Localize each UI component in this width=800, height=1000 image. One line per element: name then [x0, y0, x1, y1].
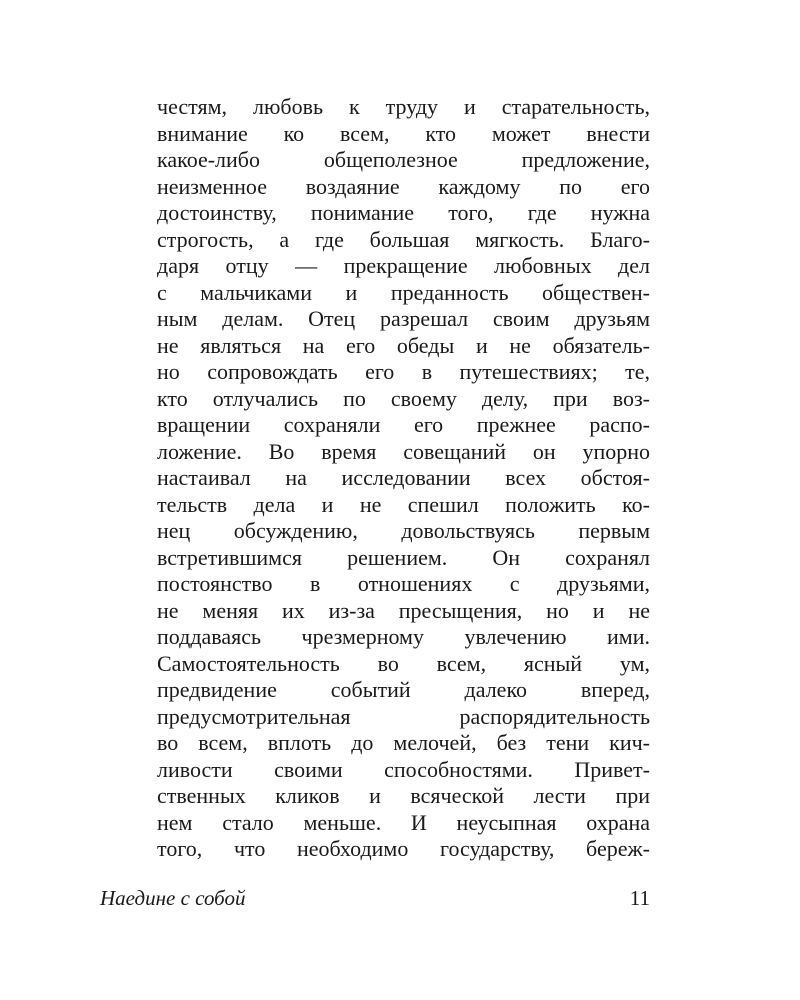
text-line: строгость, а где большая мягкость. Благо-: [157, 226, 650, 252]
body-text: [157, 94, 650, 863]
text-line: нец обсуждению, довольствуясь первым: [157, 518, 650, 543]
text-line: во всем, вплоть до мелочей, без тени кич-: [157, 730, 650, 755]
page-number: 11: [629, 886, 650, 910]
text-line: поддаваясь чрезмерному увлечению ими.: [157, 624, 650, 649]
text-line: даря отцу — прекращение любовных дел: [157, 253, 650, 278]
text-line: того, что необходимо государству, береж-: [157, 836, 650, 861]
text-line: постоянство в отношениях с друзьями,: [157, 571, 650, 596]
text-line: настаивал на исследовании всех обстоя-: [157, 465, 650, 490]
text-line: с мальчиками и преданность обществен-: [157, 279, 650, 305]
text-line: внимание ко всем, кто может внести: [157, 120, 650, 146]
text-line: достоинству, понимание того, где нужна: [157, 200, 650, 225]
text-line: ственных кликов и всяческой лести при: [157, 783, 650, 808]
text-line: предусмотрительная распорядительность: [157, 703, 650, 729]
text-line: ливости своими способностями. Привет-: [157, 756, 650, 782]
page-footer: [100, 884, 650, 912]
text-line: Самостоятельность во всем, ясный ум,: [157, 650, 650, 676]
text-line: не меняя их из-за пресыщения, но и не: [157, 597, 650, 623]
text-line: кто отлучались по своему делу, при воз-: [157, 385, 650, 411]
text-line: ложение. Во время совещаний он упорно: [157, 438, 650, 464]
text-line: нем стало меньше. И неусыпная охрана: [157, 809, 650, 835]
running-title: Наедине с собой: [100, 886, 246, 910]
text-line: ным делам. Отец разрешал своим друзьям: [157, 306, 650, 331]
text-line: не являться на его обеды и не обязатель-: [157, 332, 650, 358]
text-line: предвидение событий далеко вперед,: [157, 677, 650, 702]
text-line: встретившимся решением. Он сохранял: [157, 544, 650, 570]
text-line: честям, любовь к труду и старательность,: [157, 94, 650, 119]
text-line: но сопровождать его в путешествиях; те,: [157, 359, 650, 384]
text-line: тельств дела и не спешил положить ко-: [157, 491, 650, 517]
text-line: какое-либо общеполезное предложение,: [157, 147, 650, 172]
text-line: вращении сохраняли его прежнее распо-: [157, 412, 650, 437]
text-line: неизменное воздаяние каждому по его: [157, 173, 650, 199]
